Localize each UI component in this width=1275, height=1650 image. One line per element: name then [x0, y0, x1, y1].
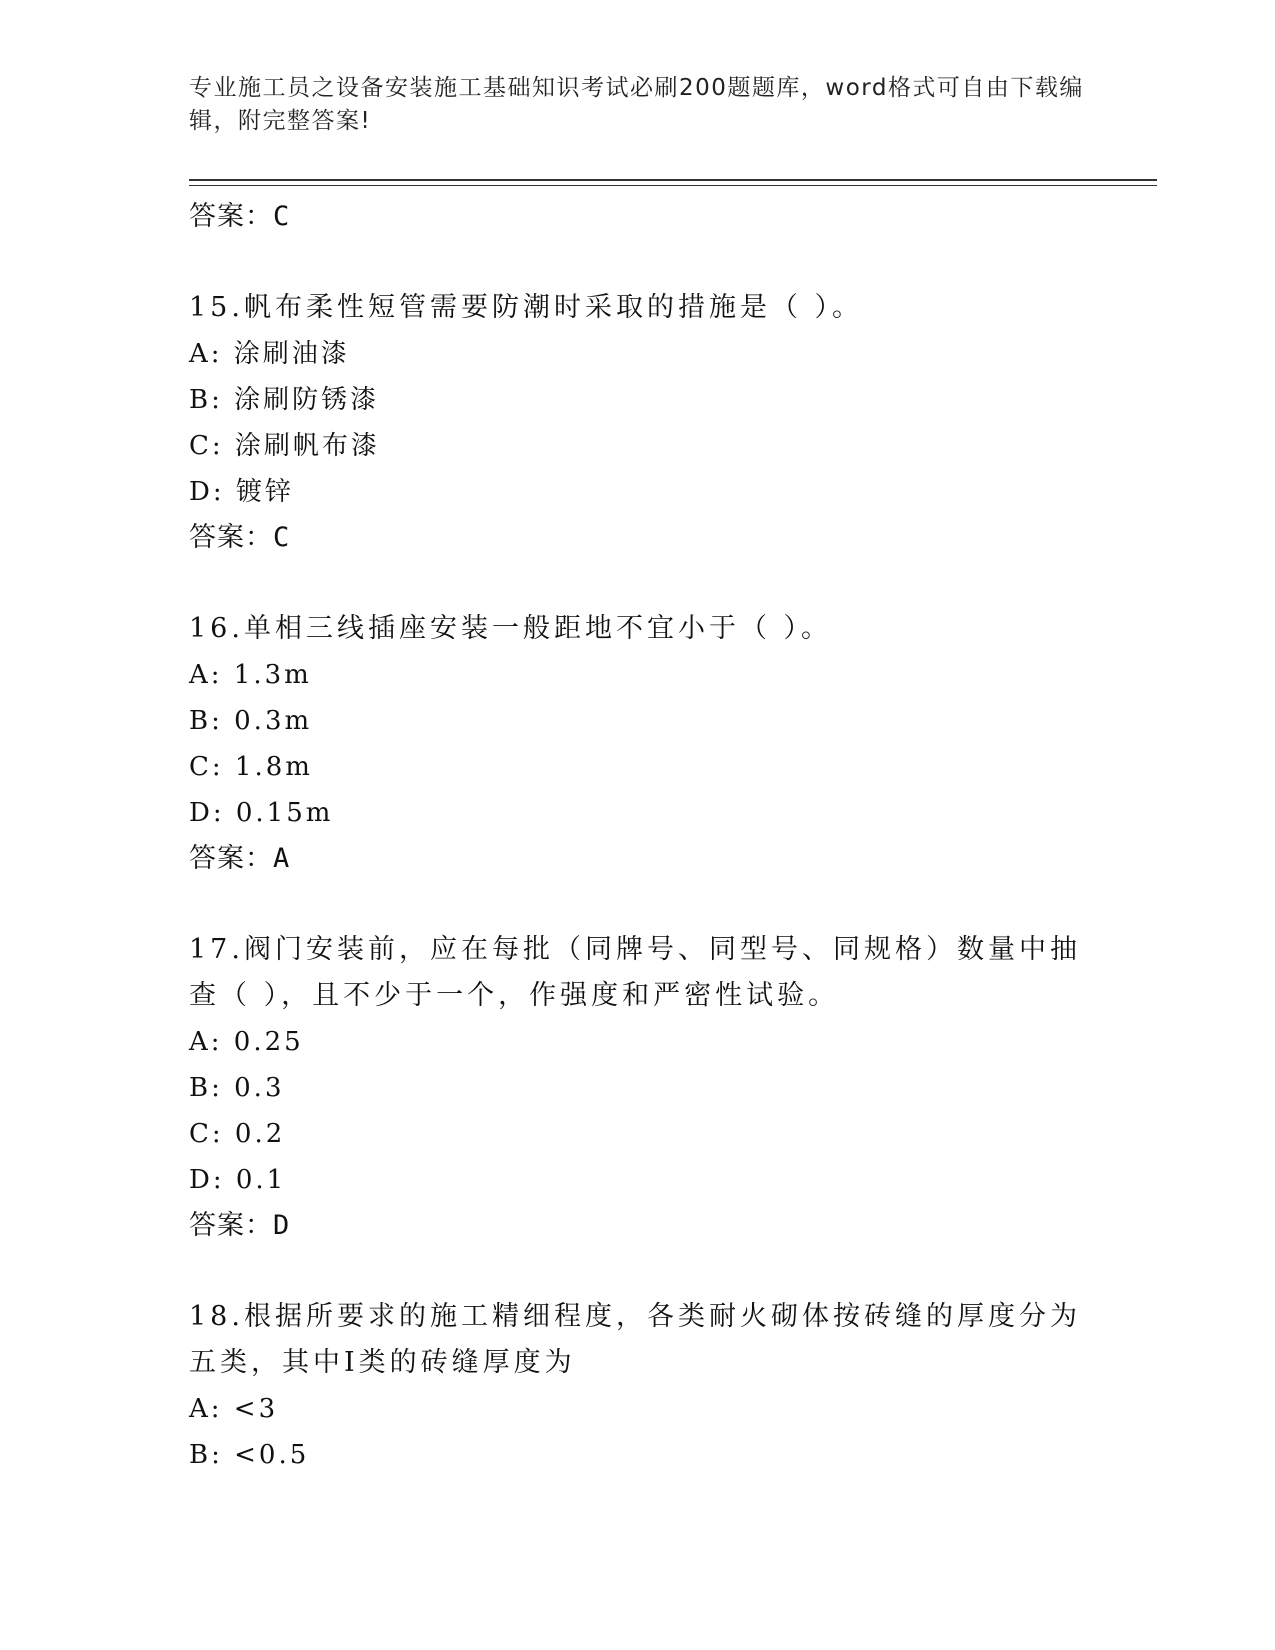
header-divider: [189, 179, 1157, 186]
option-d: D: 0.15m: [189, 798, 334, 828]
option-d: D: 0.1: [189, 1165, 287, 1195]
question-spacer: [189, 882, 1089, 927]
option-b: B: 0.3m: [189, 706, 313, 736]
option-c: C: 1.8m: [189, 752, 313, 782]
question-text: 16.单相三线插座安装一般距地不宜小于（ ）。: [189, 613, 833, 644]
question-block: [189, 1294, 1089, 1478]
answer-line: 答案：C: [189, 522, 291, 553]
option-a: A: <3: [189, 1394, 279, 1424]
document-header: 专业施工员之设备安装施工基础知识考试必刷200题题库，word格式可自由下载编辑，附完整答案!: [189, 75, 1084, 134]
option-a: A: 涂刷油漆: [189, 339, 350, 369]
option-a: A: 0.25: [189, 1027, 304, 1057]
question-text: 18.根据所要求的施工精细程度，各类耐火砌体按砖缝的厚度分为五类，其中Ⅰ类的砖缝厚度为: [189, 1301, 1081, 1378]
question-block: [189, 927, 1089, 1249]
question-spacer: [189, 1249, 1089, 1294]
answer-line: 答案：D: [189, 1210, 291, 1241]
question-text: 17.阀门安装前，应在每批（同牌号、同型号、同规格）数量中抽查（ ），且不少于一个，作强度和严密性试验。: [189, 934, 1081, 1011]
option-c: C: 涂刷帆布漆: [189, 431, 380, 461]
answer-line: 答案：C: [189, 201, 291, 232]
question-list: [189, 194, 1089, 1478]
option-b: B: <0.5: [189, 1440, 310, 1470]
answer-line: 答案：A: [189, 843, 291, 874]
option-b: B: 涂刷防锈漆: [189, 385, 380, 415]
question-spacer: [189, 561, 1089, 606]
option-d: D: 镀锌: [189, 477, 294, 507]
question-block: [189, 606, 1089, 882]
question-spacer: [189, 240, 1089, 285]
option-b: B: 0.3: [189, 1073, 285, 1103]
question-block: [189, 285, 1089, 561]
option-c: C: 0.2: [189, 1119, 286, 1149]
question-text: 15.帆布柔性短管需要防潮时采取的措施是（ ）。: [189, 292, 864, 323]
option-a: A: 1.3m: [189, 660, 312, 690]
